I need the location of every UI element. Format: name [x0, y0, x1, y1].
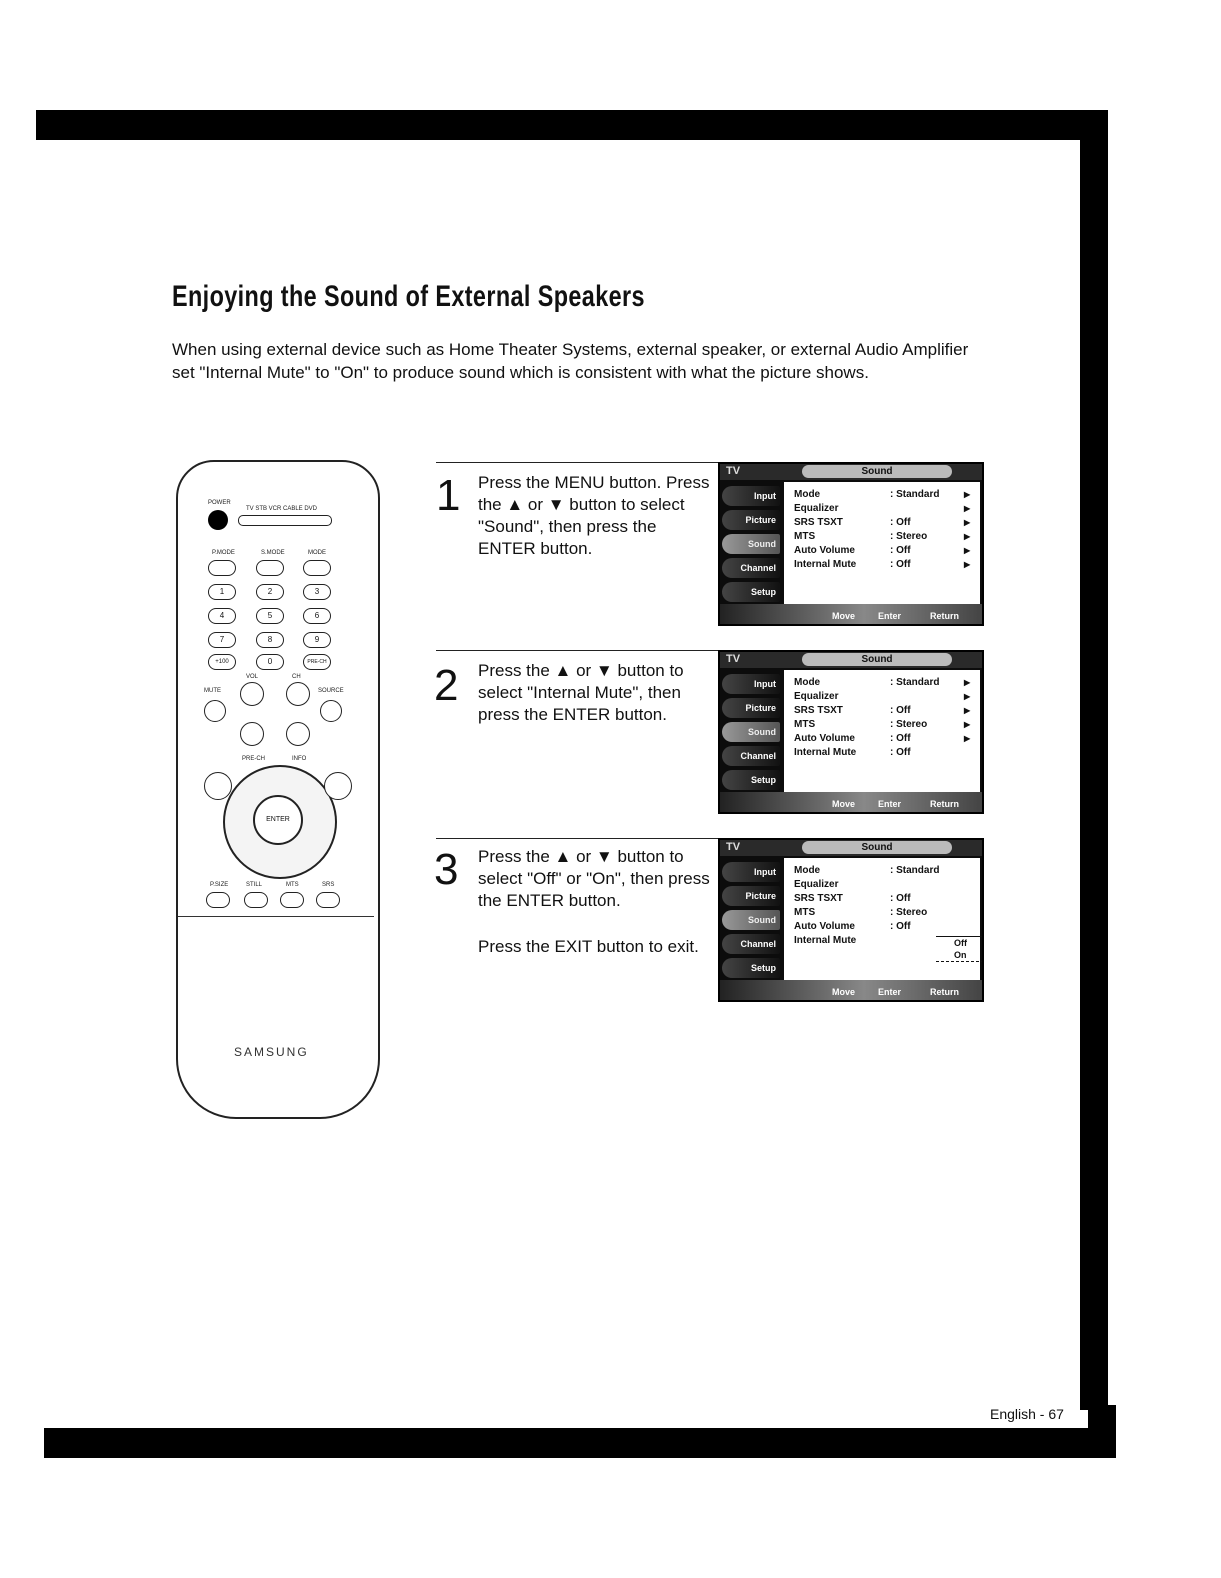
arrow-right-icon: ▶	[964, 546, 971, 555]
side-item-sound: Sound	[722, 722, 780, 742]
screen-title: Sound	[802, 465, 952, 478]
hint-enter: Enter	[878, 799, 902, 809]
remote-exit-button	[324, 772, 352, 800]
side-item-channel: Channel	[722, 746, 780, 766]
remote-key-5: 5	[256, 608, 284, 624]
menu-row-auto-volume: Auto Volume : Off ▶	[794, 545, 971, 556]
screen-tv-label: TV	[726, 465, 741, 477]
menu-row-srs: SRS TSXT : Off	[794, 893, 911, 904]
remote-key-8: 8	[256, 632, 284, 648]
screen-side-menu	[720, 482, 782, 604]
arrow-right-icon: ▶	[964, 706, 971, 715]
remote-mts-button	[280, 892, 304, 908]
remote-menu-button	[204, 772, 232, 800]
remote-key-7: 7	[208, 632, 236, 648]
side-item-sound: Sound	[722, 534, 780, 554]
remote-still-button	[244, 892, 268, 908]
bottom-right-notch	[1088, 1405, 1116, 1431]
screen-side-menu	[720, 670, 782, 792]
menu-row-mts: MTS : Stereo ▶	[794, 531, 971, 542]
screen-hint-bar	[720, 980, 982, 1000]
remote-mode-label: MODE	[308, 550, 326, 556]
menu-row-mts: MTS : Stereo ▶	[794, 719, 971, 730]
arrow-right-icon: ▶	[964, 734, 971, 743]
screen-hint-bar	[720, 792, 982, 812]
remote-ch-label: CH	[292, 674, 301, 680]
hint-move: Move	[832, 611, 856, 621]
menu-row-equalizer: Equalizer ▶	[794, 503, 971, 514]
step-3-exit-text: Press the EXIT button to exit.	[478, 937, 699, 956]
side-item-input: Input	[722, 486, 780, 506]
page-number: English - 67	[990, 1406, 1064, 1422]
remote-power-label: POWER	[208, 500, 231, 506]
remote-key-0: 0	[256, 654, 284, 670]
remote-srs-label: SRS	[322, 882, 335, 888]
remote-mute-button	[204, 700, 226, 722]
step-1-sound-menu-screen	[718, 462, 984, 626]
hint-enter: Enter	[878, 987, 902, 997]
remote-smode-label: S.MODE	[261, 550, 285, 556]
remote-mode-selector	[238, 515, 332, 526]
menu-row-auto-volume: Auto Volume : Off	[794, 921, 911, 932]
option-on: On	[954, 950, 967, 960]
side-item-setup: Setup	[722, 582, 780, 602]
intro-paragraph: When using external device such as Home Theater Systems, external speaker, or external Audio Amplifier set "Internal Mute" to "On" to produce sound which is consistent with what the picture shows.	[172, 340, 969, 382]
menu-row-internal-mute: Internal Mute : Off	[794, 747, 911, 758]
remote-vol-up-button	[240, 682, 264, 706]
step-3-sound-menu-screen	[718, 838, 984, 1002]
remote-mts-label: MTS	[286, 882, 299, 888]
side-item-setup: Setup	[722, 770, 780, 790]
side-item-input: Input	[722, 674, 780, 694]
menu-row-auto-volume: Auto Volume : Off ▶	[794, 733, 971, 744]
page-title: Enjoying the Sound of External Speakers	[172, 280, 645, 313]
hint-move: Move	[832, 799, 856, 809]
screen-side-menu	[720, 858, 782, 980]
side-item-channel: Channel	[722, 934, 780, 954]
screen-tv-label: TV	[726, 653, 741, 665]
remote-mute-label: MUTE	[204, 688, 221, 694]
remote-key-3: 3	[303, 584, 331, 600]
step-3-number: 3	[434, 845, 459, 894]
side-item-sound: Sound	[722, 910, 780, 930]
remote-key-9: 9	[303, 632, 331, 648]
hint-move: Move	[832, 987, 856, 997]
step-2-sound-menu-screen	[718, 650, 984, 814]
side-item-input: Input	[722, 862, 780, 882]
remote-vol-label: VOL	[246, 674, 259, 680]
side-item-picture: Picture	[722, 510, 780, 530]
screen-menu-panel	[784, 670, 980, 792]
bottom-border-bar	[44, 1428, 1116, 1458]
step-1-number: 1	[436, 471, 461, 520]
menu-row-mode: Mode : Standard	[794, 865, 940, 876]
screen-tv-label: TV	[726, 841, 741, 853]
arrow-right-icon: ▶	[964, 504, 971, 513]
top-border-bar	[36, 110, 1108, 140]
screen-title: Sound	[802, 653, 952, 666]
hint-enter: Enter	[878, 611, 902, 621]
remote-ch-up-button	[286, 682, 310, 706]
step-1-rule	[436, 462, 718, 463]
remote-brand-logo: SAMSUNG	[234, 1045, 309, 1059]
remote-key-6: 6	[303, 608, 331, 624]
screen-hint-bar	[720, 604, 982, 624]
remote-prech-label: PRE-CH	[242, 756, 266, 762]
arrow-right-icon: ▶	[964, 518, 971, 527]
screen-menu-panel	[784, 858, 980, 980]
hint-return: Return	[930, 799, 959, 809]
hint-return: Return	[930, 987, 959, 997]
remote-cover-line	[178, 916, 374, 917]
side-item-channel: Channel	[722, 558, 780, 578]
remote-source-label: SOURCE	[318, 688, 344, 694]
arrow-right-icon: ▶	[964, 490, 971, 499]
remote-psize-button	[206, 892, 230, 908]
side-item-picture: Picture	[722, 698, 780, 718]
menu-row-mode: Mode : Standard ▶	[794, 677, 971, 688]
right-border-bar	[1080, 110, 1108, 1410]
menu-row-srs: SRS TSXT : Off ▶	[794, 705, 971, 716]
menu-row-mode: Mode : Standard ▶	[794, 489, 971, 500]
remote-key-1: 1	[208, 584, 236, 600]
remote-ch-down-button	[286, 722, 310, 746]
arrow-right-icon: ▶	[964, 532, 971, 541]
remote-vol-down-button	[240, 722, 264, 746]
screen-title: Sound	[802, 841, 952, 854]
side-item-picture: Picture	[722, 886, 780, 906]
step-3-rule	[436, 838, 718, 839]
remote-still-label: STILL	[246, 882, 263, 888]
remote-info-label: INFO	[292, 756, 307, 762]
menu-row-equalizer: Equalizer	[794, 879, 839, 890]
remote-mode-button	[303, 560, 331, 576]
remote-key-2: 2	[256, 584, 284, 600]
menu-row-equalizer: Equalizer ▶	[794, 691, 971, 702]
remote-smode-button	[256, 560, 284, 576]
arrow-right-icon: ▶	[964, 678, 971, 687]
arrow-right-icon: ▶	[964, 692, 971, 701]
remote-key-plus100: +100	[208, 654, 236, 670]
step-3-text: Press the ▲ or ▼ button to select "Off" or "On", then press the ENTER button.	[478, 847, 710, 910]
menu-row-internal-mute: Internal Mute	[794, 935, 857, 946]
internal-mute-options-popup	[936, 936, 984, 962]
option-off: Off	[954, 938, 967, 948]
step-2-text: Press the ▲ or ▼ button to select "Internal Mute", then press the ENTER button.	[478, 661, 684, 724]
remote-key-4: 4	[208, 608, 236, 624]
remote-pmode-label: P.MODE	[212, 550, 235, 556]
step-1-text: Press the MENU button. Press the ▲ or ▼ button to select "Sound", then press the ENTER button.	[478, 473, 710, 558]
remote-psize-label: P.SIZE	[210, 882, 229, 888]
side-item-setup: Setup	[722, 958, 780, 978]
arrow-right-icon: ▶	[964, 720, 971, 729]
step-2-number: 2	[434, 661, 459, 710]
menu-row-mts: MTS : Stereo	[794, 907, 928, 918]
step-2-rule	[436, 650, 718, 651]
remote-pmode-button	[208, 560, 236, 576]
hint-return: Return	[930, 611, 959, 621]
remote-control-illustration	[168, 460, 383, 1120]
remote-key-prech: PRE-CH	[303, 654, 331, 670]
menu-row-srs: SRS TSXT : Off ▶	[794, 517, 971, 528]
remote-srs-button	[316, 892, 340, 908]
remote-power-button	[208, 510, 228, 530]
remote-enter-button: ENTER	[253, 795, 303, 845]
remote-mode-row-label: TV STB VCR CABLE DVD	[246, 506, 318, 512]
arrow-right-icon: ▶	[964, 560, 971, 569]
screen-menu-panel	[784, 482, 980, 604]
menu-row-internal-mute: Internal Mute : Off ▶	[794, 559, 971, 570]
remote-source-button	[320, 700, 342, 722]
